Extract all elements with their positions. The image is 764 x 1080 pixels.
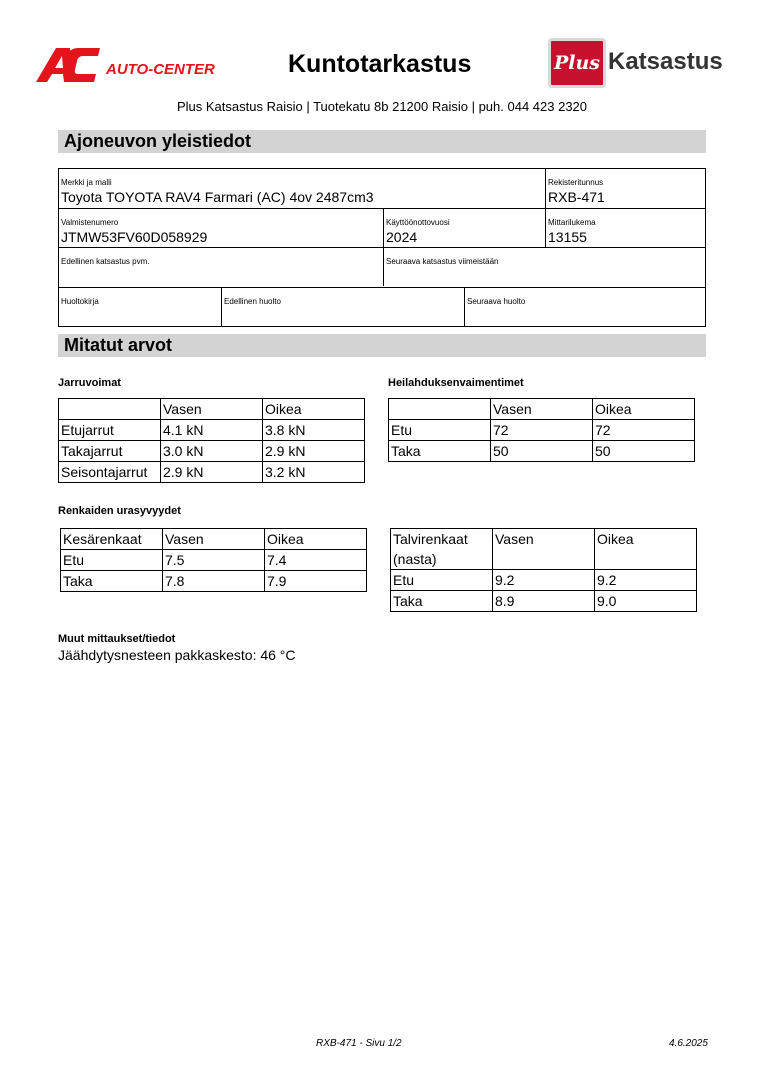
vin-cell	[59, 209, 383, 247]
brakes-table	[58, 398, 365, 483]
table-cell	[389, 399, 491, 420]
intro-year-label: Käyttöönottovuosi	[386, 218, 450, 227]
table-row	[59, 462, 365, 483]
next-inspection-label: Seuraava katsastus viimeistään	[386, 257, 499, 266]
table-cell: 9.2	[493, 570, 595, 591]
info-row-4	[59, 287, 705, 327]
table-cell: 7.8	[163, 571, 265, 592]
page-footer: RXB-471 - Sivu 1/2	[316, 1038, 402, 1049]
table-cell: Vasen	[491, 399, 593, 420]
table-cell: Oikea	[263, 399, 365, 420]
table-cell: 7.5	[163, 550, 265, 571]
table-row	[391, 591, 697, 612]
make-value: Toyota TOYOTA RAV4 Farmari (AC) 4ov 2487cm3	[61, 189, 374, 205]
table-cell: Taka	[391, 591, 493, 612]
table-cell: Oikea	[265, 529, 367, 550]
table-cell: Talvirenkaat (nasta)	[391, 529, 493, 570]
table-cell: 7.9	[265, 571, 367, 592]
table-cell: Oikea	[595, 529, 697, 570]
table-cell: Taka	[61, 571, 163, 592]
winter-tires-table	[390, 528, 697, 612]
table-cell: 9.2	[595, 570, 697, 591]
shocks-table	[388, 398, 695, 462]
table-row	[391, 570, 697, 591]
prev-inspection-label: Edellinen katsastus pvm.	[61, 257, 150, 266]
table-cell: 2.9 kN	[161, 462, 263, 483]
table-row	[61, 571, 367, 592]
make-label: Merkki ja malli	[61, 178, 112, 187]
table-header-row	[389, 399, 695, 420]
katsastus-wordmark: Katsastus	[608, 48, 723, 75]
table-cell: 4.1 kN	[161, 420, 263, 441]
table-cell: Vasen	[161, 399, 263, 420]
section-heading-general: Ajoneuvon yleistiedot	[58, 130, 706, 153]
next-inspection-cell	[383, 248, 707, 286]
table-cell: 7.4	[265, 550, 367, 571]
auto-center-logo-text: AUTO-CENTER	[106, 61, 215, 78]
intro-year-cell	[383, 209, 545, 247]
service-book-label: Huoltokirja	[61, 297, 99, 306]
table-row	[389, 441, 695, 462]
table-cell: Etu	[391, 570, 493, 591]
coolant-measurement: Jäähdytysnesteen pakkaskesto: 46 °C	[58, 647, 296, 663]
odometer-value: 13155	[548, 229, 587, 245]
prev-inspection-cell	[59, 248, 383, 286]
vin-label: Valmistenumero	[61, 218, 119, 227]
table-cell: 8.9	[493, 591, 595, 612]
table-cell: 2.9 kN	[263, 441, 365, 462]
info-row-1	[59, 169, 705, 208]
tires-heading: Renkaiden urasyvyydet	[58, 505, 181, 517]
table-cell: 72	[491, 420, 593, 441]
next-service-cell	[464, 288, 707, 327]
prev-service-label: Edellinen huolto	[224, 297, 281, 306]
intro-year-value: 2024	[386, 229, 418, 245]
table-cell: 50	[593, 441, 695, 462]
next-service-label: Seuraava huolto	[467, 297, 526, 306]
brakes-heading: Jarruvoimat	[58, 377, 121, 389]
table-cell: Kesärenkaat	[61, 529, 163, 550]
registration-value: RXB-471	[548, 189, 605, 205]
table-header-row	[61, 529, 367, 550]
service-book-cell	[59, 288, 221, 327]
section-heading-measured: Mitatut arvot	[58, 334, 706, 357]
contact-line: Plus Katsastus Raisio | Tuotekatu 8b 21200 Raisio | puh. 044 423 2320	[176, 99, 588, 114]
plus-badge: Plus	[548, 38, 606, 88]
shocks-heading: Heilahduksenvaimentimet	[388, 377, 524, 389]
summer-tires-table	[60, 528, 367, 592]
table-header-row	[391, 529, 697, 570]
table-cell: Vasen	[163, 529, 265, 550]
registration-cell	[545, 169, 707, 208]
footer-date: 4.6.2025	[669, 1038, 708, 1049]
table-header-row	[59, 399, 365, 420]
table-row	[59, 441, 365, 462]
table-cell: 50	[491, 441, 593, 462]
auto-center-logo	[36, 44, 226, 86]
info-row-3	[59, 247, 705, 286]
table-cell: Vasen	[493, 529, 595, 570]
registration-label: Rekisteritunnus	[548, 178, 604, 187]
table-cell: 3.8 kN	[263, 420, 365, 441]
table-cell: Etujarrut	[59, 420, 161, 441]
table-cell: Taka	[389, 441, 491, 462]
vin-value: JTMW53FV60D058929	[61, 229, 208, 245]
plus-katsastus-logo	[548, 38, 728, 88]
table-row	[59, 420, 365, 441]
info-row-2	[59, 208, 705, 247]
prev-service-cell	[221, 288, 464, 327]
vehicle-info-grid	[58, 168, 706, 327]
table-cell: Oikea	[593, 399, 695, 420]
table-cell: 72	[593, 420, 695, 441]
table-cell: Etu	[61, 550, 163, 571]
table-cell	[59, 399, 161, 420]
table-cell: 3.2 kN	[263, 462, 365, 483]
table-cell: 3.0 kN	[161, 441, 263, 462]
document-title: Kuntotarkastus	[288, 50, 472, 78]
make-cell	[59, 169, 545, 208]
table-cell: Etu	[389, 420, 491, 441]
table-cell: 9.0	[595, 591, 697, 612]
odometer-cell	[545, 209, 707, 247]
table-cell: Seisontajarrut	[59, 462, 161, 483]
table-row	[61, 550, 367, 571]
odometer-label: Mittarilukema	[548, 218, 596, 227]
other-measurements-heading: Muut mittaukset/tiedot	[58, 633, 176, 645]
table-row	[389, 420, 695, 441]
table-cell: Takajarrut	[59, 441, 161, 462]
